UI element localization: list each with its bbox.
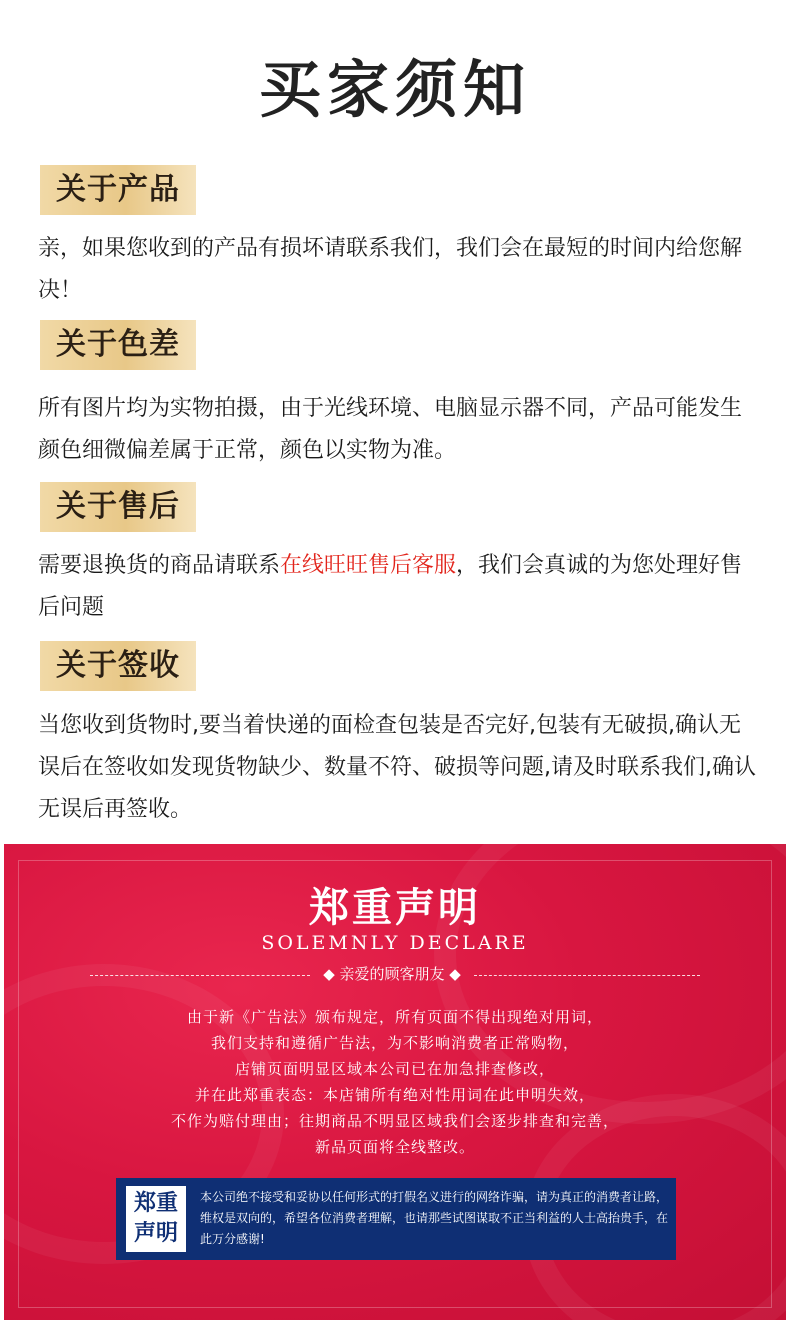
declaration-panel	[4, 844, 786, 1320]
section-heading-color: 关于色差	[40, 320, 196, 370]
declaration-line: 不作为赔付理由；往期商品不明显区域我们会逐步排查和完善，	[170, 1112, 619, 1130]
anti-fraud-notice	[116, 1178, 676, 1260]
declaration-greeting: ◆ 亲爱的顾客朋友 ◆	[323, 965, 461, 983]
declaration-line: 我们支持和遵循广告法，为不影响消费者正常购物，	[210, 1034, 579, 1052]
section-body-aftersale	[38, 545, 760, 629]
declaration-line: 店铺页面明显区域本公司已在加急排查修改，	[234, 1060, 555, 1078]
customer-service-link[interactable]: 在线旺旺售后客服	[280, 553, 457, 578]
section-body-color: 所有图片均为实物拍摄，由于光线环境、电脑显示器不同，产品可能发生颜色细微偏差属于正常，颜色以实物为准。	[38, 396, 743, 463]
declaration-line: 由于新《广告法》颁布规定，所有页面不得出现绝对用词，	[186, 1008, 603, 1026]
aftersale-text-end: ，我们会真诚的为您处理好售后问题	[38, 553, 743, 620]
section-heading-signing: 关于签收	[40, 641, 196, 691]
badge-line: 郑重	[133, 1191, 178, 1216]
divider-right	[474, 975, 700, 976]
declaration-text	[4, 1004, 786, 1160]
divider-left	[90, 975, 310, 976]
badge-line: 声明	[133, 1221, 178, 1246]
declaration-badge	[126, 1186, 186, 1252]
declaration-line: 新品页面将全线整改。	[314, 1138, 475, 1156]
declaration-title: 郑重声明	[309, 885, 481, 931]
notice-text: 本公司绝不接受和妥协以任何形式的打假名义进行的网络诈骗，请为真正的消费者让路，维权是双向的，希望各位消费者理解，也请那些试图谋取不正当利益的人士高抬贵手，在此万分感谢!	[200, 1190, 669, 1246]
section-heading-aftersale: 关于售后	[40, 482, 196, 532]
declaration-line: 并在此郑重表态：本店铺所有绝对性用词在此申明失效，	[194, 1086, 595, 1104]
aftersale-text-start: 需要退换货的商品请联系	[38, 553, 281, 578]
section-body-signing: 当您收到货物时,要当着快递的面检查包装是否完好,包装有无破损,确认无误后在签收如发现货物缺少、数量不符、破损等问题,请及时联系我们,确认无误后再签收。	[38, 713, 756, 822]
section-body-product: 亲，如果您收到的产品有损坏请联系我们，我们会在最短的时间内给您解决！	[38, 236, 743, 303]
declaration-subtitle: SOLEMNLY DECLARE	[261, 932, 529, 954]
page-title: 买家须知	[258, 53, 531, 126]
section-heading-product: 关于产品	[40, 165, 196, 215]
